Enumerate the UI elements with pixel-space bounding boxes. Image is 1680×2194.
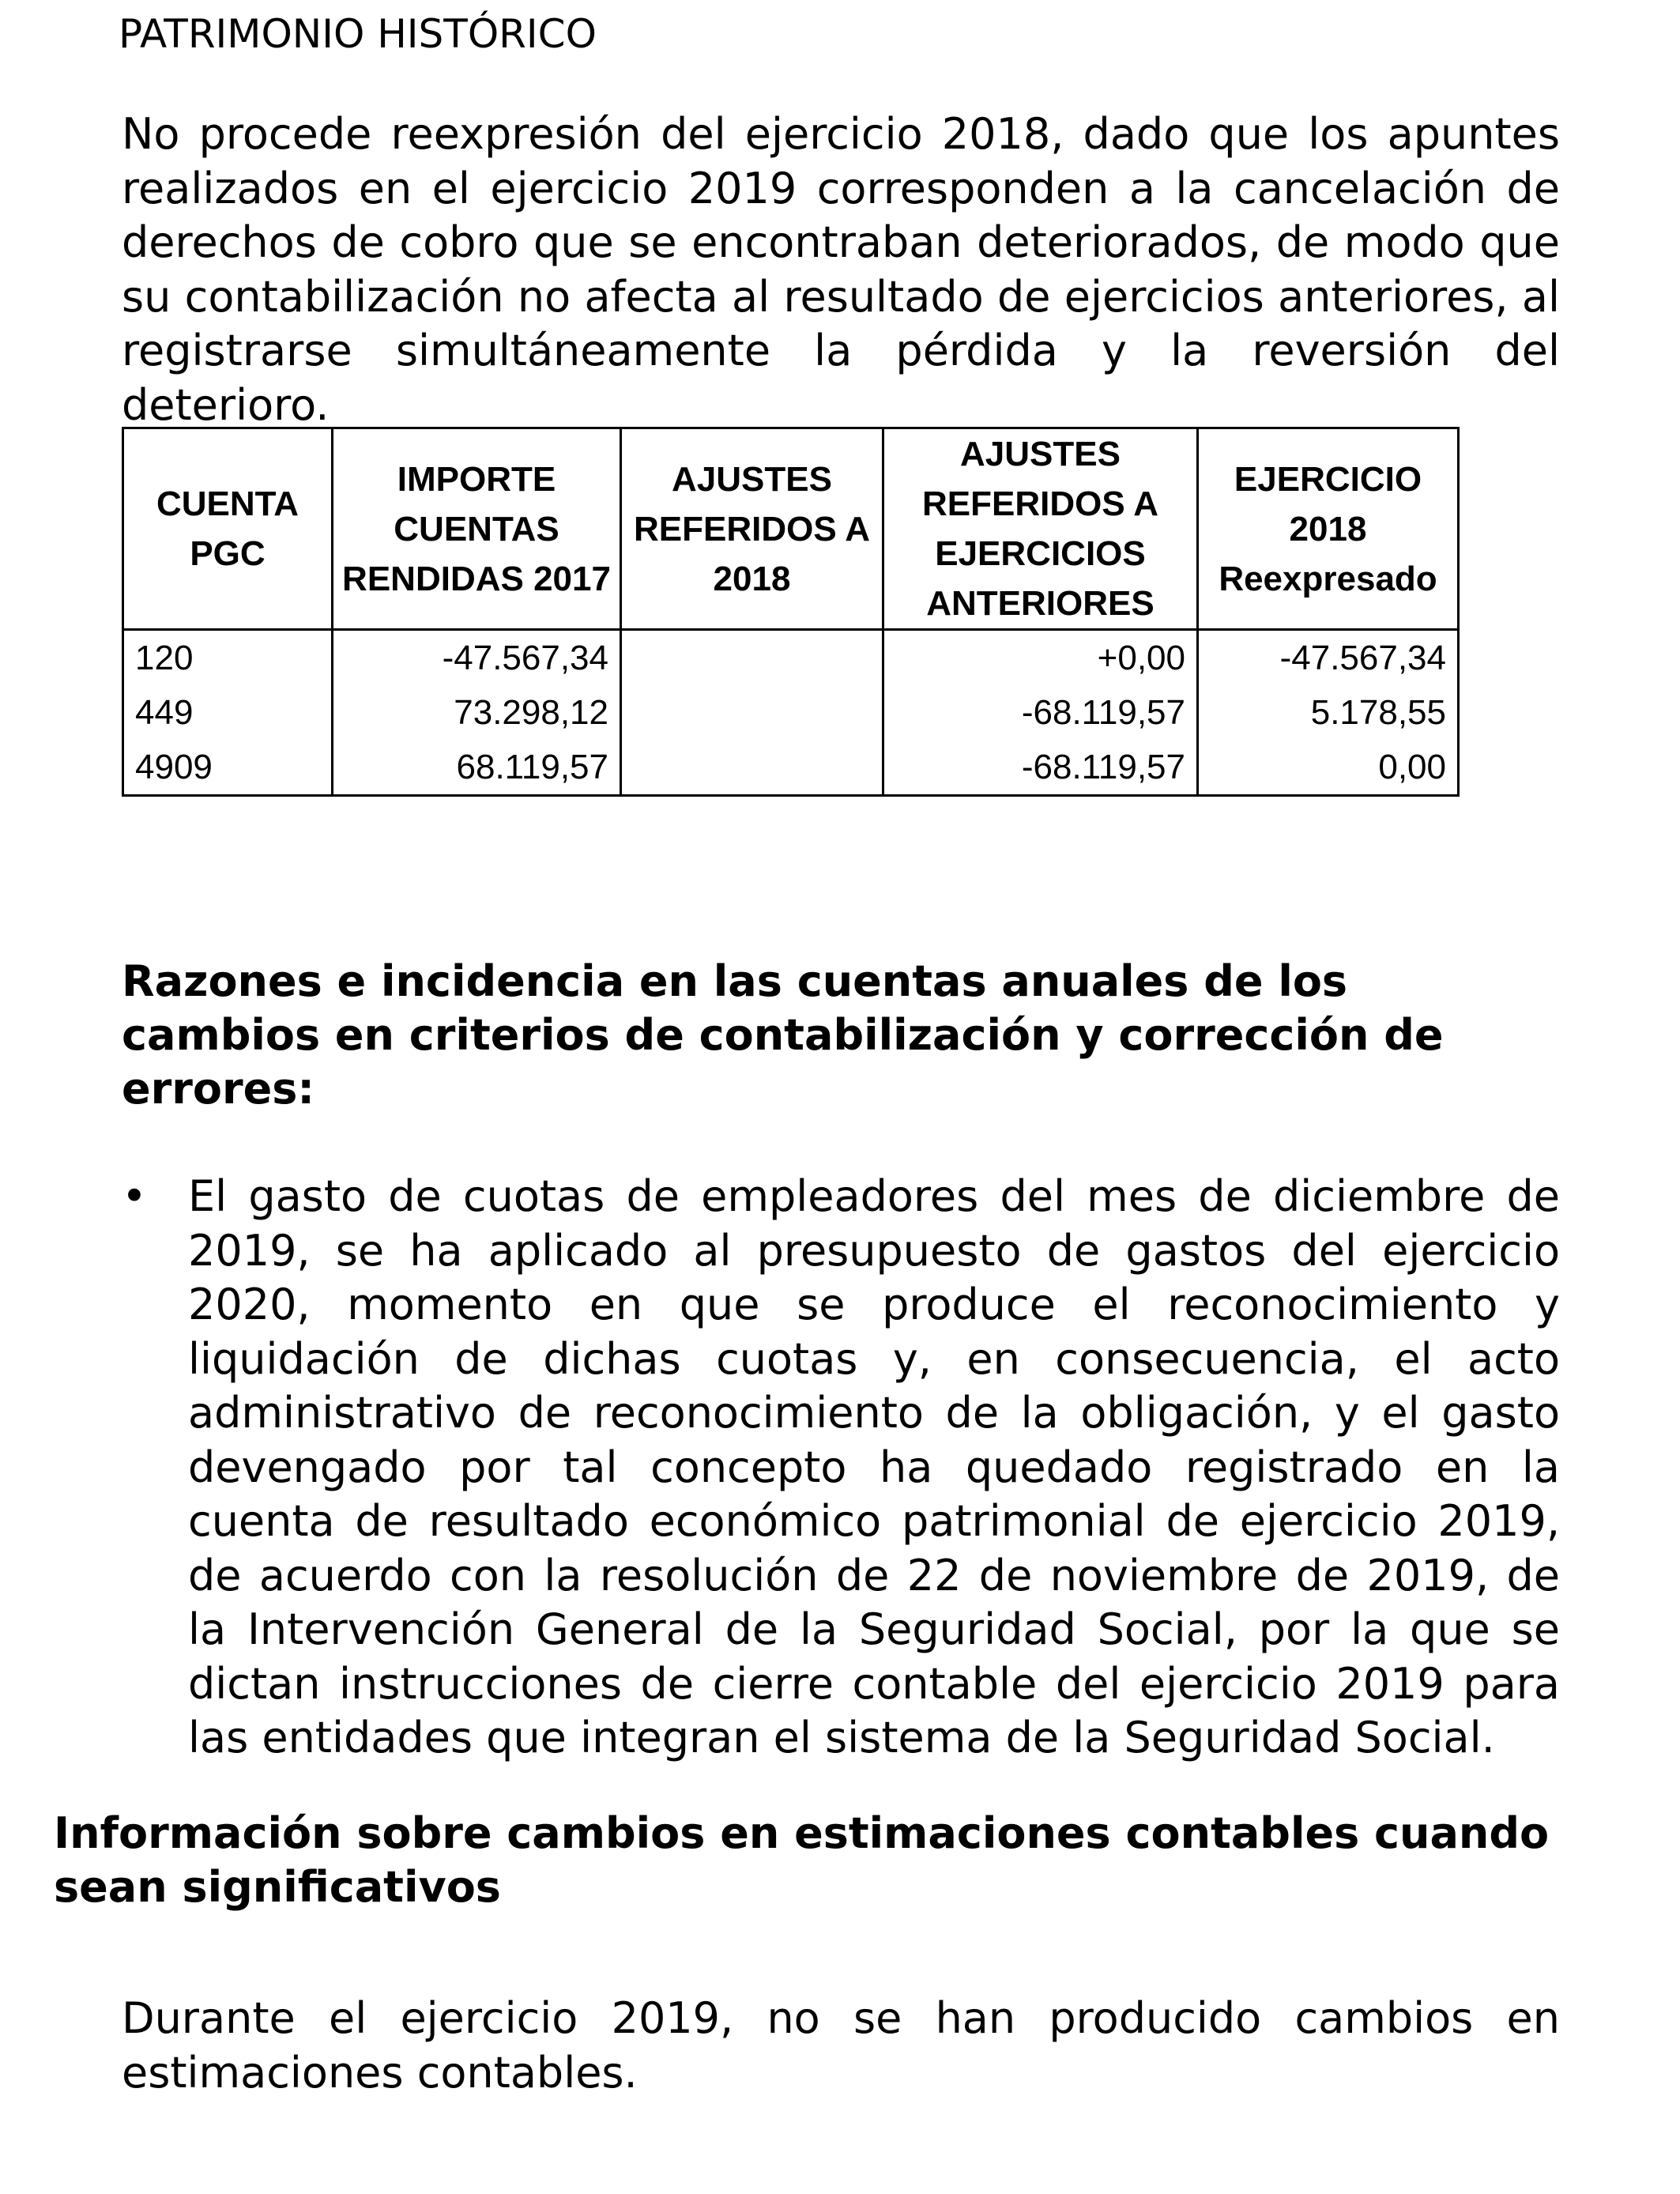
header-cuenta-pgc: CUENTA PGC [123,428,333,630]
cell-cuenta: 449 [123,685,333,740]
table-row [123,740,1459,796]
cell-importe: -47.567,34 [333,630,621,686]
cell-ajustes-anteriores: +0,00 [883,630,1198,686]
adjustments-table [122,427,1460,797]
bullet-icon: • [122,1171,147,1221]
heading-estimates: Información sobre cambios en estimaciones contables cuando sean significativos [54,1808,1550,1912]
cell-ajustes-anteriores: -68.119,57 [883,685,1198,740]
cell-ejercicio-2018: 5.178,55 [1198,685,1459,740]
header-ajustes-2018: AJUSTES REFERIDOS A 2018 [621,428,883,630]
table-row [123,685,1459,740]
closing-paragraph: Durante el ejercicio 2019, no se han producido cambios en estimaciones contables. [122,1993,1560,2098]
cell-cuenta: 120 [123,630,333,686]
cell-cuenta: 4909 [123,740,333,796]
cell-ejercicio-2018: 0,00 [1198,740,1459,796]
cell-importe: 68.119,57 [333,740,621,796]
bullet-list [122,1170,1560,1766]
cell-ejercicio-2018: -47.567,34 [1198,630,1459,686]
heading-reasons: Razones e incidencia en las cuentas anuales de los cambios en criterios de contabilización y corrección de errores: [122,956,1444,1114]
section-title: PATRIMONIO HISTÓRICO [119,11,597,57]
table-header-row [123,428,1459,630]
header-importe-cuentas-rendidas: IMPORTE CUENTAS RENDIDAS 2017 [333,428,621,630]
list-item [122,1170,1560,1766]
list-item-text: El gasto de cuotas de empleadores del mes de diciembre de 2019, se ha aplicado al presupuesto de gastos del ejercicio 2020, momento en que se produce el reconocimiento y liquidación de dichas cuotas y, en consecuencia, el acto administrativo de reconocimiento de la obligación, y el gasto devengado por tal concepto ha quedado registrado en la cuenta de resultado económico patrimonial de ejercicio 2019, de acuerdo con la resolución de 22 de noviembre de 2019, de la Intervención General de la Seguridad Social, por la que se dictan instrucciones de cierre contable del ejercicio 2019 para las entidades que integran el sistema de la Seguridad Social. [188,1171,1560,1762]
cell-ajustes-anteriores: -68.119,57 [883,740,1198,796]
cell-ajustes-2018 [621,685,883,740]
header-ajustes-anteriores: AJUSTES REFERIDOS A EJERCICIOS ANTERIORES [883,428,1198,630]
intro-paragraph: No procede reexpresión del ejercicio 2018, dado que los apuntes realizados en el ejercicio 2019 corresponden a la cancelación de derechos de cobro que se encontraban deteriorados, de modo que su contabilización no afecta al resultado de ejercicios anteriores, al registrarse simultáneamente la pérdida y la reversión del deterioro. [122,109,1560,430]
header-ejercicio-2018-reexpresado: EJERCICIO 2018 Reexpresado [1198,428,1459,630]
cell-ajustes-2018 [621,740,883,796]
cell-importe: 73.298,12 [333,685,621,740]
cell-ajustes-2018 [621,630,883,686]
table-row [123,630,1459,686]
